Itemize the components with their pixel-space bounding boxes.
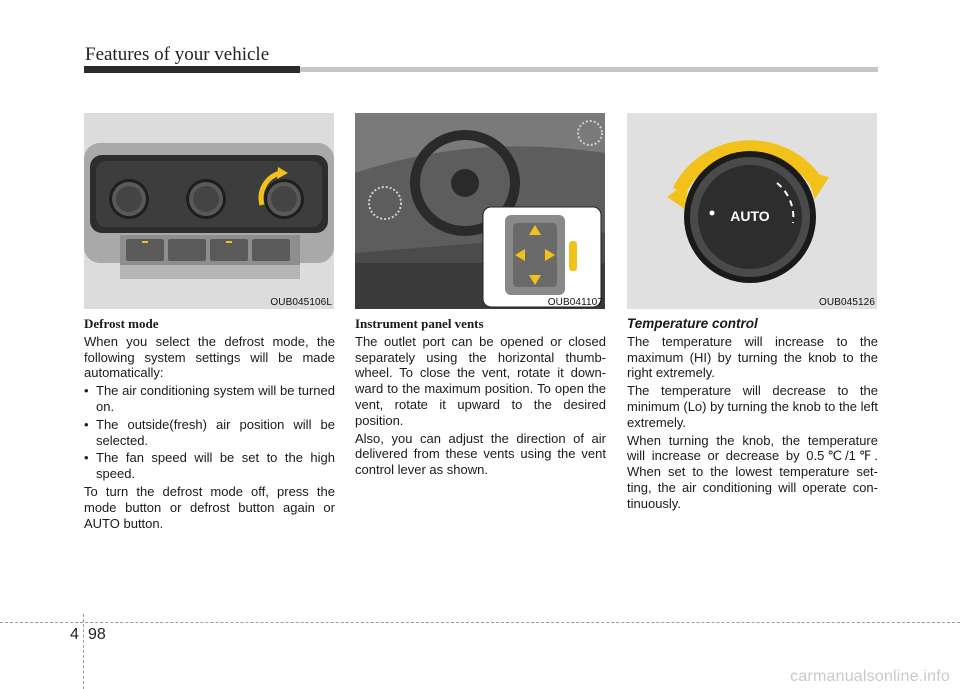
bullet-list [84,383,335,482]
list-item: • The air conditioning system will be turned on. [84,383,335,415]
paragraph: The outlet port can be opened or closed separately using the horizontal thumb-wheel. To close the vent, rotate it down-ward to the maximum position. To open the vent, rotate it upward to the desired position. [355,333,606,428]
paragraph: To turn the defrost mode off, press the mode button or defrost button again or AUTO button. [84,483,335,531]
paragraph: Also, you can adjust the direction of air delivered from these vents using the vent control lever as shown. [355,430,606,478]
page-header-title: Features of your vehicle [85,44,270,65]
instrument-panel-vents-image [355,113,605,309]
figure-panel-vents [355,113,605,309]
section-heading: Defrost mode [84,316,159,331]
section-defrost-mode [84,316,335,533]
chapter-number: 4 [70,626,79,643]
section-heading: Temperature control [627,316,758,331]
figure-temperature-knob [627,113,877,309]
list-item: • The outside(fresh) air position will be selected. [84,417,335,449]
figure-code: OUB045126 [819,297,875,308]
footer-rule [0,622,960,623]
header-rule-accent [84,66,300,73]
paragraph: When you select the defrost mode, the following system settings will be made automatically: [84,333,335,381]
paragraph: When turning the knob, the temperature will increase or decrease by 0.5℃/1℉. When set to the lowest temperature set-ting, the air conditioning will operate con-tinuously. [627,432,878,511]
page-number: 98 [88,626,106,643]
auto-temperature-knob-image [627,113,877,309]
watermark-text: carmanualsonline.info [790,668,950,685]
section-instrument-panel-vents [355,316,606,480]
section-heading: Instrument panel vents [355,316,484,331]
figure-code: OUB041107 [547,297,603,308]
climate-control-panel-image [84,113,334,309]
paragraph: The temperature will decrease to the minimum (Lo) by turning the knob to the left extremely. [627,383,878,430]
knob-label: AUTO [730,208,770,224]
paragraph: The temperature will increase to the maximum (HI) by turning the knob to the right extremely. [627,333,878,381]
figure-code: OUB045106L [270,297,332,308]
list-item: • The fan speed will be set to the high speed. [84,450,335,482]
footer-divider [83,614,84,689]
section-temperature-control [627,316,878,514]
figure-climate-panel [84,113,334,309]
